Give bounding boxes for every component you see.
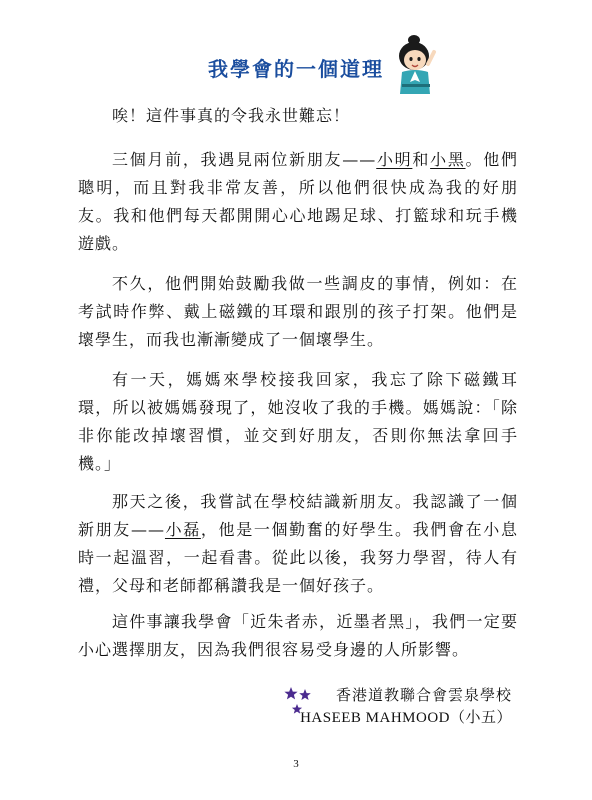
friend-name-xiaohei: 小黑 [430, 150, 466, 169]
paragraph-4: 有一天，媽媽來學校接我回家，我忘了除下磁鐵耳環，所以被媽媽發現了，她沒收了我的手機。媽媽說：「除非你能改掉壞習慣，並交到好朋友，否則你無法拿回手機。」 [78, 370, 518, 473]
author-name: HASEEB MAHMOOD（小五） [300, 710, 512, 726]
conjunction-and: 和 [412, 150, 431, 169]
paragraph-5-rest: ，他是一個勤奮的好學生。我們會在小息時一起溫習，一起看書。從此以後，我努力學習，待人有禮，父母和老師都稱讚我是一個好孩子。 [78, 520, 518, 595]
paragraph-2-rest: 。他們聰明，而且對我非常友善，所以他們很快成為我的好朋友。我和他們每天都開開心心地踢足球、打籃球和玩手機遊戲。 [78, 150, 518, 253]
page-title: 我學會的一個道理 [208, 57, 384, 81]
boy-mascot-icon [392, 34, 438, 96]
paragraph-3: 不久，他們開始鼓勵我做一些調皮的事情，例如：在考試時作弊、戴上磁鐵的耳環和跟別的孩子打架。他們是壞學生，而我也漸漸變成了一個壞學生。 [78, 274, 518, 349]
paragraph-5 [78, 488, 518, 600]
paragraph-1: 唉！這件事真的令我永世難忘！ [112, 106, 351, 125]
paragraph-5-intro: 那天之後，我嘗試在學校結識新朋友。我認識了一個新朋友—— [78, 492, 518, 539]
friend-name-xiaolei: 小磊 [164, 520, 201, 539]
friend-name-xiaoming: 小明 [376, 150, 413, 169]
paragraph-6: 這件事讓我學會「近朱者赤，近墨者黑」，我們一定要小心選擇朋友，因為我們很容易受身邊的人所影響。 [78, 612, 518, 659]
paragraph-2 [78, 146, 518, 258]
paragraph-2-intro: 三個月前，我遇見兩位新朋友—— [112, 150, 377, 169]
school-name: 香港道教聯合會雲泉學校 [335, 686, 512, 704]
page-number: 3 [293, 758, 299, 770]
